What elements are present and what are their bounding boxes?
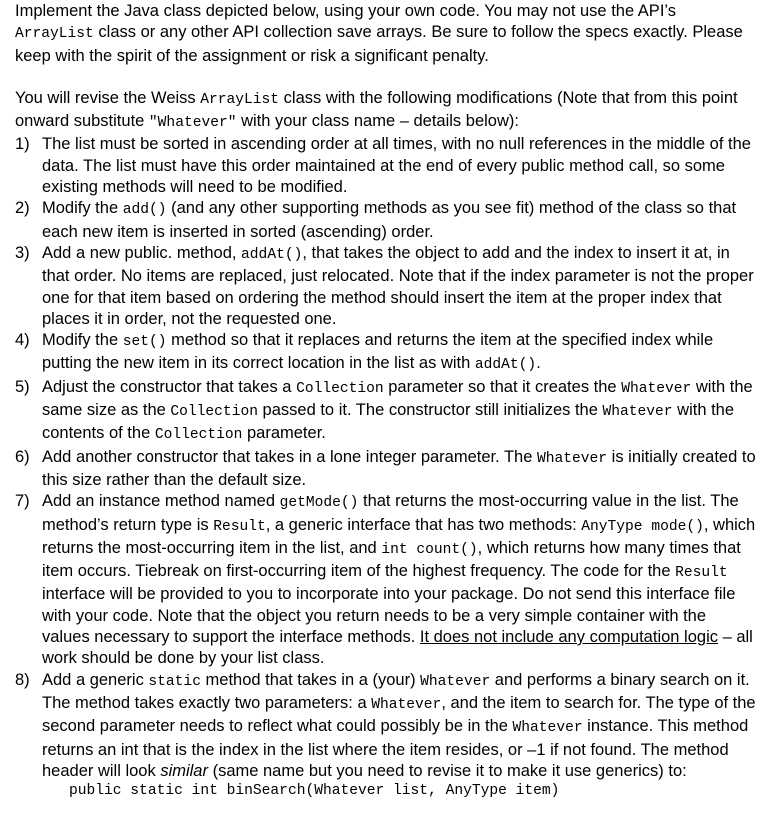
list-item bbox=[15, 243, 758, 330]
list-item bbox=[15, 377, 758, 447]
item-code: addAt() bbox=[241, 246, 303, 263]
item-text: (and any other supporting methods as you see fit) method of the class so that each new item is inserted in sorted (ascending) order. bbox=[42, 199, 737, 241]
item-code: AnyType mode() bbox=[581, 518, 704, 535]
item-text: . bbox=[536, 354, 541, 373]
item-text: passed to it. The constructor still initializes the bbox=[257, 401, 603, 420]
intro-text: class or any other API collection save arrays. Be sure to follow the specs exactly. Please keep with the spirit of the assignment or risk a significant penalty. bbox=[15, 23, 743, 65]
item-text: The list must be sorted in ascending order at all times, with no null references in the middle of the data. The list must have this order maintained at the end of every public method call, so some existing methods will need to be modified. bbox=[42, 135, 751, 197]
item-text: , which returns how many times that item occurs. Tiebreak on first-occurring item of the highest frequency. The code for the bbox=[42, 538, 741, 581]
item-number: 7) bbox=[15, 492, 30, 511]
item-text: Add a new public. method, bbox=[42, 243, 242, 262]
item-text: , which returns the most-occurring item in the list, and bbox=[42, 515, 756, 557]
item-code: Whatever bbox=[537, 450, 608, 467]
item-text: (same name but you need to revise it to make it use generics) to: bbox=[207, 761, 687, 780]
item-text: and performs a binary search on it. The method takes exactly two parameters: a bbox=[42, 670, 750, 712]
underlined-text: It does not include any computation logic bbox=[419, 628, 718, 647]
item-text: , a generic interface that has two methods: bbox=[265, 515, 582, 534]
item-code: addAt() bbox=[474, 357, 537, 374]
item-text: – all work should be done by your list class. bbox=[42, 628, 753, 668]
list-item bbox=[15, 330, 758, 377]
list-item bbox=[15, 447, 758, 492]
requirements-list bbox=[15, 134, 758, 782]
item-text: parameter. bbox=[242, 424, 326, 443]
item-number: 5) bbox=[15, 377, 30, 396]
lead-text: class with the following modifications (Note that from this point onward substitute bbox=[15, 88, 738, 131]
item-code: Collection bbox=[154, 427, 243, 444]
item-code: getMode() bbox=[279, 495, 359, 512]
item-text: with the contents of the bbox=[42, 401, 735, 443]
list-item bbox=[15, 198, 758, 243]
item-code: Result bbox=[675, 565, 728, 582]
item-number: 6) bbox=[15, 447, 30, 466]
method-signature: public static int binSearch(Whatever list, AnyType item) bbox=[69, 783, 560, 800]
intro-paragraph bbox=[15, 1, 758, 67]
item-text: method that takes in a (your) bbox=[200, 670, 421, 689]
item-number: 4) bbox=[15, 331, 30, 350]
item-number: 2) bbox=[15, 199, 30, 218]
item-code: Whatever bbox=[602, 404, 673, 421]
emphasis-text: similar bbox=[160, 761, 208, 780]
item-text: Add an instance method named bbox=[42, 492, 280, 511]
list-item bbox=[15, 134, 758, 198]
item-code: add() bbox=[122, 202, 167, 219]
item-text: Modify the bbox=[42, 199, 123, 218]
item-code: Whatever bbox=[371, 696, 442, 713]
item-text: instance. This method returns an int that is the index in the list where the item resides, or –1 if not found. The method header will look bbox=[42, 717, 749, 780]
item-number: 3) bbox=[15, 243, 30, 262]
lead-text: You will revise the Weiss bbox=[15, 88, 201, 107]
item-text: Adjust the constructor that takes a bbox=[42, 377, 297, 396]
item-text: is initially created to this size rather than the default size. bbox=[42, 447, 756, 489]
intro-text: Implement the Java class depicted below, using your own code. You may not use the API’s bbox=[15, 2, 677, 20]
item-code: static bbox=[148, 673, 201, 690]
item-code: Result bbox=[213, 518, 266, 535]
item-text: , and the item to search for. The type of the second parameter needs to reflect what could possibly be in the bbox=[42, 693, 756, 736]
list-item bbox=[15, 491, 758, 669]
item-code: Collection bbox=[170, 404, 258, 421]
item-text: interface will be provided to you to incorporate into your package. Do not send this interface file with your code. Note that the object you return needs to be a very simple container with the values necessary to support the interface methods. bbox=[42, 585, 736, 647]
item-code: Whatever bbox=[621, 380, 692, 397]
item-number: 8) bbox=[15, 670, 30, 689]
list-item bbox=[15, 670, 758, 782]
lead-code: "Whatever" bbox=[148, 115, 237, 132]
item-text: method so that it replaces and returns the item at the specified index while putting the new item in its correct location in the list as with bbox=[42, 331, 714, 373]
intro-code: ArrayList bbox=[15, 26, 94, 43]
item-text: with the same size as the bbox=[42, 377, 753, 420]
item-text: Modify the bbox=[42, 331, 123, 350]
item-text: Add another constructor that takes in a lone integer parameter. The bbox=[42, 447, 537, 466]
item-text: , that takes the object to add and the index to insert it at, in that order. No items are replaced, just relocated. Note that if the index parameter is not the proper one for that item based on ordering the method should insert the item at the proper index that places it in order, not the requested one. bbox=[42, 243, 754, 328]
item-text: that returns the most-occurring value in the list. The method’s return type is bbox=[42, 492, 739, 534]
item-number: 1) bbox=[15, 135, 30, 154]
item-code: Whatever bbox=[420, 673, 491, 690]
item-text: parameter so that it creates the bbox=[383, 377, 622, 396]
lead-paragraph bbox=[15, 88, 758, 135]
item-code: Collection bbox=[296, 380, 384, 397]
lead-text: with your class name – details below): bbox=[236, 112, 519, 131]
item-code: int count() bbox=[381, 541, 478, 558]
item-code: Whatever bbox=[512, 720, 583, 737]
item-text: Add a generic bbox=[42, 670, 149, 689]
item-code: set() bbox=[122, 334, 167, 351]
lead-code: ArrayList bbox=[200, 91, 280, 108]
